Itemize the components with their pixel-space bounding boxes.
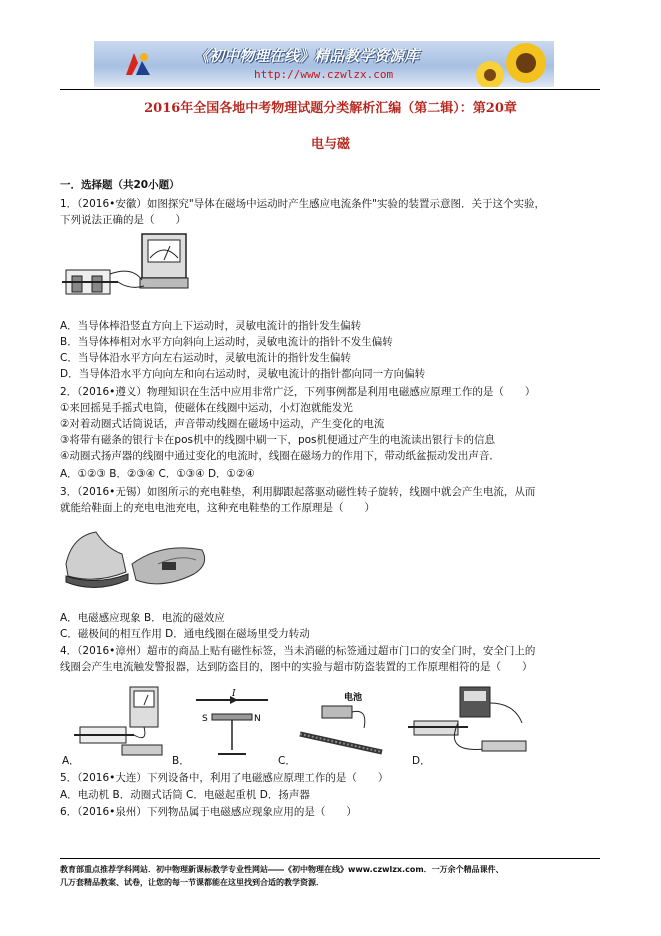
q4-fig-b-s-label: S xyxy=(202,714,208,724)
q4-label-c: C． xyxy=(278,755,296,767)
q4-figure-d xyxy=(404,683,534,763)
banner-url: http://www.czwlzx.com xyxy=(254,68,394,81)
q4-fig-b-current-label: I xyxy=(232,689,236,699)
q4-figure-b xyxy=(192,688,272,760)
q5-options: A．电动机 B．动圈式话筒 C．电磁起重机 D．扬声器 xyxy=(60,789,310,801)
q2-stem: 2．（2016•遵义）物理知识在生活中应用非常广泛，下列事例都是利用电磁感应原理工作的是（ ） xyxy=(60,386,536,398)
q4-label-d: D． xyxy=(412,755,431,767)
q1-option-a: A．当导体棒沿竖直方向上下运动时，灵敏电流计的指针发生偏转 xyxy=(60,320,362,332)
header-banner xyxy=(94,41,554,87)
q1-option-d: D．当导体沿水平方向向左和向右运动时，灵敏电流计的指针都向同一方向偏转 xyxy=(60,368,426,380)
sunflower-image xyxy=(474,41,554,87)
footer-line2: 几万套精品教案、试卷，让您的每一节课都能在这里找到合适的教学资源． xyxy=(60,878,324,887)
q2-item-1: ①来回摇晃手摇式电筒，使磁体在线圈中运动，小灯泡就能发光 xyxy=(60,402,353,414)
page-title: 2016年全国各地中考物理试题分类解析汇编（第二辑）：第20章 xyxy=(144,101,517,116)
q3-stem-line2: 就能给鞋面上的充电电池充电，这种充电鞋垫的工作原理是（ ） xyxy=(60,502,375,514)
q3-figure-charging-insole xyxy=(62,524,212,600)
banner-title: 《初中物理在线》精品教学资源库 xyxy=(194,47,420,65)
q1-figure-galvanometer xyxy=(62,230,212,310)
q2-item-4: ④动圈式扬声器的线圈中通过变化的电流时，线圈在磁场力的作用下，带动纸盆振动发出声音． xyxy=(60,450,500,462)
q2-item-3: ③将带有磁条的银行卡在pos机中的线圈中刷一下，pos机便通过产生的电流读出银行卡的信息 xyxy=(60,434,496,446)
q3-options-line1: A．电磁感应现象 B．电流的磁效应 xyxy=(60,612,225,624)
q4-fig-c-battery-label: 电池 xyxy=(344,693,363,703)
q1-stem-line2: 下列说法正确的是（ ） xyxy=(60,214,186,226)
q3-stem-line1: 3．（2016•无锡）如图所示的充电鞋垫，利用脚跟起落驱动磁性转子旋转，线圈中就会产生电流，从而 xyxy=(60,486,536,498)
q4-stem-line1: 4．（2016•漳州）超市的商品上贴有磁性标签，当未消磁的标签通过超市门口的安全门时，安全门上的 xyxy=(60,645,536,657)
header-rule xyxy=(60,89,600,90)
footer-line1: 教育部重点推荐学科网站．初中物理新课标教学专业性网站――《初中物理在线》www.czwlzx.com．一万余个精品课件、 xyxy=(60,865,504,874)
q6-stem: 6．（2016•泉州）下列物品属于电磁感应现象应用的是（ ） xyxy=(60,806,357,818)
q2-options: A．①②③ B．②③④ C．①③④ D．①②④ xyxy=(60,468,255,480)
site-logo-icon xyxy=(122,49,154,81)
q4-figure-a xyxy=(74,683,174,761)
q4-fig-b-n-label: N xyxy=(254,714,261,724)
q1-option-c: C．当导体沿水平方向左右运动时，灵敏电流计的指针发生偏转 xyxy=(60,352,351,364)
q1-stem-line1: 1．（2016•安徽）如图探究"导体在磁场中运动时产生感应电流条件"实验的装置示意图．关于这个实验， xyxy=(60,198,546,210)
q4-stem-line2: 线圈会产生电流触发警报器，达到防盗目的，图中的实验与超市防盗装置的工作原理相符的是（ ） xyxy=(60,661,533,673)
q1-option-b: B．当导体棒相对水平方向斜向上运动时，灵敏电流计的指针不发生偏转 xyxy=(60,336,393,348)
footer-rule xyxy=(60,858,600,859)
q2-item-2: ②对着动圈式话筒说话，声音带动线圈在磁场中运动，产生变化的电流 xyxy=(60,418,385,430)
q4-label-a: A． xyxy=(62,755,80,767)
page-subtitle: 电与磁 xyxy=(310,137,350,152)
q4-label-b: B． xyxy=(172,755,190,767)
q4-figure-c xyxy=(292,688,392,762)
q3-options-line2: C．磁极间的相互作用 D．通电线圈在磁场里受力转动 xyxy=(60,628,310,640)
section-heading: 一．选择题（共20小题） xyxy=(60,179,180,191)
q5-stem: 5．（2016•大连）下列设备中，利用了电磁感应原理工作的是（ ） xyxy=(60,772,389,784)
